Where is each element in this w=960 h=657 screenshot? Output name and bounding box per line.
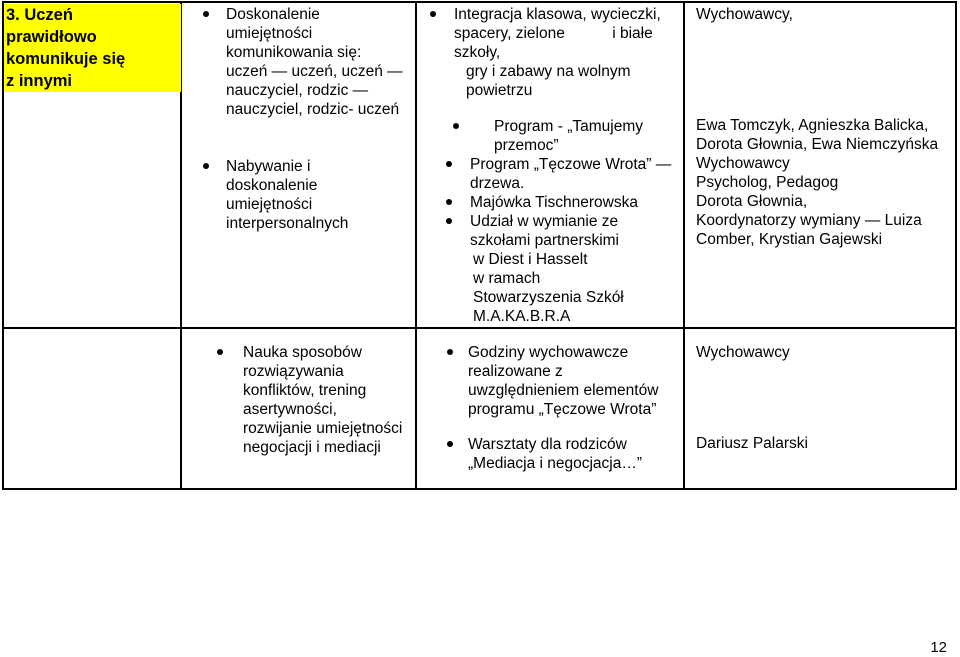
- goal-line: Doskonalenie: [226, 6, 320, 23]
- bullet-icon: [217, 349, 223, 355]
- responsible-line: Wychowawcy: [696, 155, 790, 172]
- col-divider-3: [683, 1, 685, 490]
- bullet-icon: [203, 163, 209, 169]
- section-title-line: komunikuje się: [6, 50, 126, 68]
- goal-line: rozwiązywania: [243, 363, 344, 380]
- list-item: [443, 117, 680, 155]
- page-number: 12: [930, 639, 947, 656]
- list-item: [443, 193, 680, 212]
- activity-line: Majówka Tischnerowska: [470, 194, 638, 211]
- activity-line: M.A.KA.B.R.A: [473, 308, 571, 325]
- responsible-label: Wychowawcy: [696, 344, 790, 361]
- activity-line: programu „Tęczowe Wrota”: [468, 401, 657, 418]
- goal-line: rozwijanie umiejętności: [243, 420, 403, 437]
- responsible-line: Dariusz Palarski: [696, 435, 808, 452]
- activity-line: drzewa.: [470, 175, 525, 192]
- activity-line: gry i zabawy na wolnym: [466, 63, 631, 80]
- table-bottom-border: [2, 488, 957, 490]
- goal-line: uczeń — uczeń, uczeń —: [226, 63, 403, 80]
- row2-responsible: [696, 343, 951, 362]
- bullet-icon: [453, 123, 459, 129]
- activity-line: Warsztaty dla rodziców: [468, 436, 627, 453]
- section-title-line: z innymi: [6, 72, 73, 90]
- row1-activities-list: [425, 5, 680, 100]
- activity-line: Godziny wychowawcze: [468, 344, 629, 361]
- goal-line: konfliktów, trening: [243, 382, 367, 399]
- list-item: [196, 343, 411, 457]
- goal-line: Nauka sposobów: [243, 344, 362, 361]
- bullet-icon: [447, 349, 453, 355]
- list-item: [443, 212, 680, 326]
- list-item: [196, 157, 411, 233]
- activity-line: spacery, zielone i białe: [454, 25, 653, 42]
- table-top-border: [2, 1, 957, 3]
- bullet-icon: [446, 218, 452, 224]
- responsible-line: Dorota Głownia,: [696, 193, 808, 210]
- col-divider-2: [415, 1, 417, 490]
- row2-goals-list: [196, 343, 411, 457]
- responsible-line: Psycholog, Pedagog: [696, 174, 839, 191]
- list-item: [196, 5, 411, 119]
- activity-line: Program - „Tamujemy: [494, 118, 643, 135]
- goal-line: doskonalenie: [226, 177, 318, 194]
- activity-line: przemoc”: [494, 137, 559, 154]
- goal-line: nauczyciel, rodzic- uczeń: [226, 101, 400, 118]
- activity-line: Program „Tęczowe Wrota” —: [470, 156, 672, 173]
- list-item: [425, 435, 680, 473]
- row1-responsible-names: [696, 116, 951, 249]
- activity-line: Udział w wymianie ze: [470, 213, 619, 230]
- goal-line: komunikowania się:: [226, 44, 362, 61]
- bullet-icon: [430, 11, 436, 17]
- section-title-line: 3. Uczeń: [6, 6, 73, 24]
- activity-line: realizowane z: [468, 363, 563, 380]
- activity-line: w ramach: [473, 270, 541, 287]
- goal-line: asertywności,: [243, 401, 337, 418]
- bullet-icon: [446, 199, 452, 205]
- bullet-icon: [447, 441, 453, 447]
- activity-line: Stowarzyszenia Szkół: [473, 289, 624, 306]
- row1-programs-list: [443, 117, 680, 326]
- goal-line: negocjacji i mediacji: [243, 439, 381, 456]
- row2-responsible-name: [696, 434, 951, 453]
- responsible-line: Ewa Tomczyk, Agnieszka Balicka,: [696, 117, 929, 134]
- goal-line: umiejętności: [226, 25, 313, 42]
- list-item: [425, 5, 680, 100]
- section-title: [4, 4, 181, 92]
- activity-line: szkoły,: [454, 44, 501, 61]
- goal-line: interpersonalnych: [226, 215, 349, 232]
- responsible-line: Comber, Krystian Gajewski: [696, 231, 883, 248]
- activity-line: Integracja klasowa, wycieczki,: [454, 6, 661, 23]
- row2-activities-list: [425, 343, 680, 473]
- row1-goals-list: [196, 5, 411, 233]
- bullet-icon: [446, 161, 452, 167]
- activity-line: powietrzu: [466, 82, 533, 99]
- activity-line: w Diest i Hasselt: [473, 251, 588, 268]
- responsible-line: Koordynatorzy wymiany — Luiza: [696, 212, 922, 229]
- responsible-line: Dorota Głownia, Ewa Niemczyńska: [696, 136, 939, 153]
- goal-line: umiejętności: [226, 196, 313, 213]
- section-title-line: prawidłowo: [6, 28, 97, 46]
- responsible-label: Wychowawcy,: [696, 6, 793, 23]
- table-right-border: [955, 1, 957, 490]
- activity-line: „Mediacja i negocjacja…”: [468, 455, 643, 472]
- list-item: [443, 155, 680, 193]
- goal-line: nauczyciel, rodzic —: [226, 82, 369, 99]
- row1-responsible: [696, 5, 951, 24]
- list-item: [425, 343, 680, 419]
- goal-line: Nabywanie i: [226, 158, 311, 175]
- activity-line: szkołami partnerskimi: [470, 232, 620, 249]
- activity-line: uwzględnieniem elementów: [468, 382, 659, 399]
- bullet-icon: [203, 11, 209, 17]
- row-divider: [2, 327, 957, 329]
